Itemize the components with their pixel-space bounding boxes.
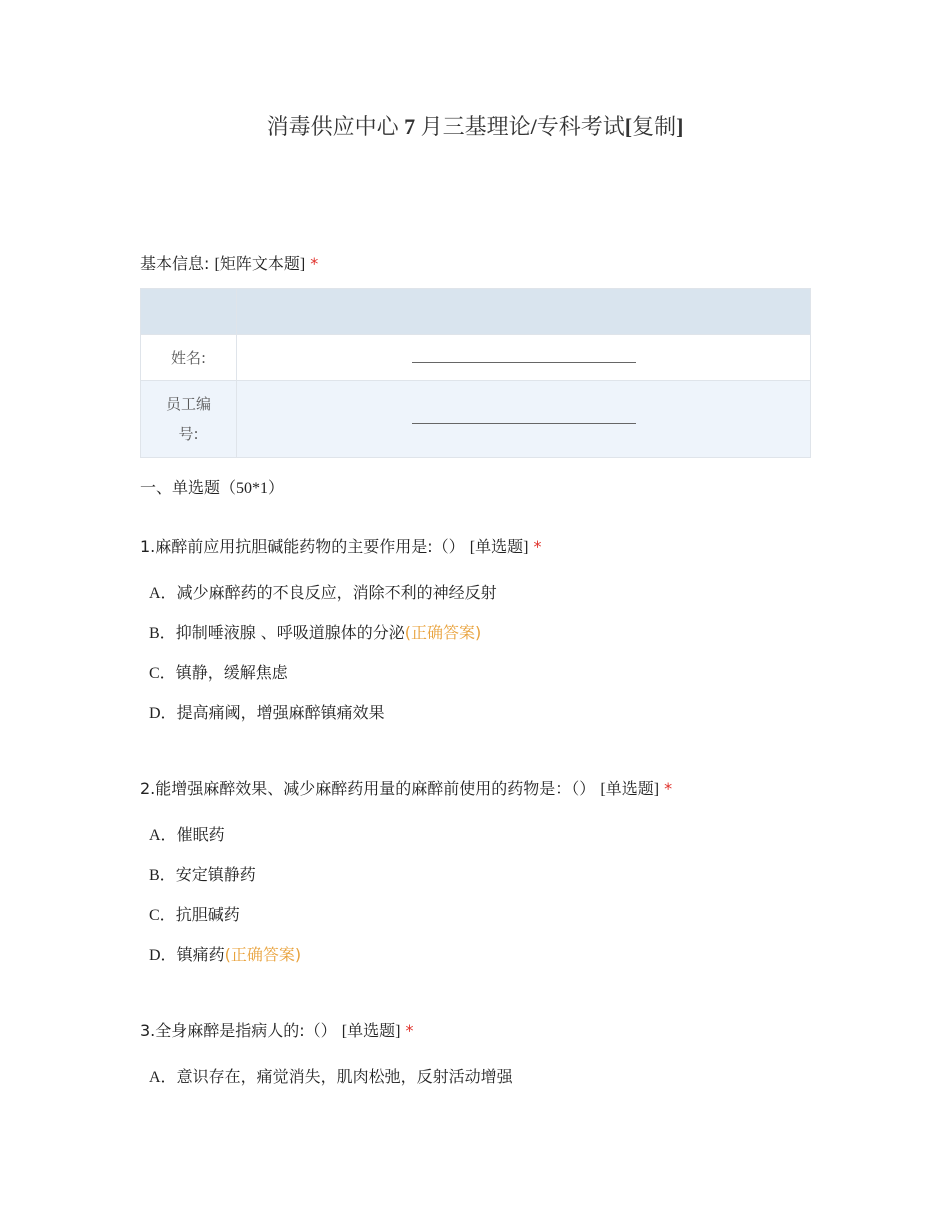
question-type-tag: [单选题] (600, 781, 660, 798)
required-marker: * (664, 779, 673, 798)
basic-info-matrix (140, 288, 811, 458)
question-type-tag: [单选题] (341, 1023, 401, 1040)
question-type-tag: [单选题] (469, 539, 529, 556)
question-1-option-c[interactable]: C．镇静，缓解焦虑 (149, 663, 288, 682)
matrix-row-employee-id (141, 381, 811, 458)
question-2-option-d[interactable]: D．镇痛药(正确答案) (149, 945, 302, 964)
question-type-tag: [矩阵文本题] (214, 256, 306, 273)
question-2-option-c[interactable]: C．抗胆碱药 (149, 905, 240, 924)
correct-answer-badge: (正确答案) (224, 945, 302, 964)
question-2-option-a[interactable]: A．催眠药 (149, 825, 225, 844)
survey-title: 消毒供应中心 7 月三基理论/专科考试[复制] (266, 114, 684, 139)
employee-id-label: 员工编 号: (141, 381, 237, 458)
required-marker: * (310, 254, 319, 273)
question-1-option-a[interactable]: A．减少麻醉药的不良反应，消除不利的神经反射 (149, 583, 497, 602)
required-marker: * (533, 537, 542, 556)
name-input-blank[interactable] (412, 354, 636, 363)
question-1-option-b[interactable]: B．抑制唾液腺 、呼吸道腺体的分泌(正确答案) (149, 623, 482, 642)
name-label: 姓名: (141, 335, 237, 381)
question-1-stem: 1.麻醉前应用抗胆碱能药物的主要作用是:（） [单选题] * (140, 537, 542, 556)
correct-answer-badge: (正确答案) (404, 623, 482, 642)
basic-info-label: 基本信息: [矩阵文本题] * (140, 254, 319, 273)
question-3-option-a[interactable]: A．意识存在，痛觉消失，肌肉松弛，反射活动增强 (149, 1067, 513, 1086)
matrix-header-row (141, 289, 811, 335)
question-2-option-b[interactable]: B．安定镇静药 (149, 865, 256, 884)
matrix-row-name (141, 335, 811, 381)
required-marker: * (405, 1021, 414, 1040)
employee-id-input-blank[interactable] (412, 415, 636, 424)
question-3-stem: 3.全身麻醉是指病人的:（） [单选题] * (140, 1021, 414, 1040)
section-heading: 一、单选题（50*1） (140, 478, 285, 497)
question-1-option-d[interactable]: D．提高痛阈，增强麻醉镇痛效果 (149, 703, 385, 722)
question-2-stem: 2.能增强麻醉效果、减少麻醉药用量的麻醉前使用的药物是：（） [单选题] * (140, 779, 673, 798)
